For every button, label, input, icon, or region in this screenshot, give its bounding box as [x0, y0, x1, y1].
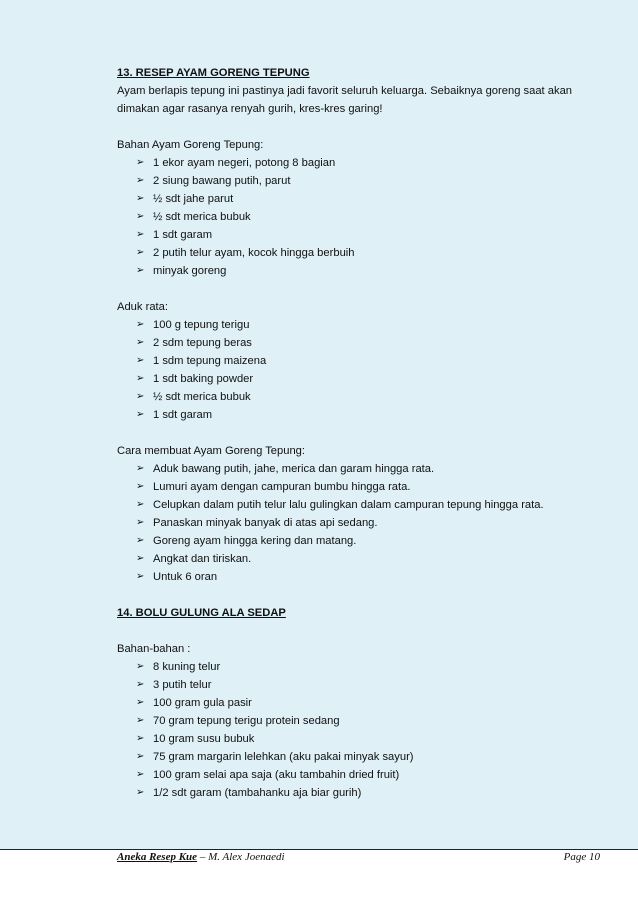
list-item [136, 658, 607, 676]
arrow-bullet-icon: ➢ [136, 715, 145, 726]
list-item-text: 8 kuning telur [153, 661, 221, 673]
list-item-text: 1 sdt baking powder [153, 373, 254, 385]
list-item [136, 406, 607, 424]
recipe-14-ingredients-list [117, 658, 607, 802]
list-item-text: 2 putih telur ayam, kocok hingga berbuih [153, 247, 355, 259]
arrow-bullet-icon: ➢ [136, 409, 145, 420]
list-item [136, 730, 607, 748]
arrow-bullet-icon: ➢ [136, 193, 145, 204]
recipe-13-ingredients-heading: Bahan Ayam Goreng Tepung: [117, 139, 264, 151]
arrow-bullet-icon: ➢ [136, 175, 145, 186]
footer-credit [117, 851, 285, 863]
list-item-text: 10 gram susu bubuk [153, 733, 255, 745]
recipe-13-mix-list [117, 316, 607, 424]
arrow-bullet-icon: ➢ [136, 517, 145, 528]
list-item [136, 532, 607, 550]
list-item-text: Aduk bawang putih, jahe, merica dan garam hingga rata. [153, 463, 435, 475]
list-item [136, 352, 607, 370]
list-item-text: Celupkan dalam putih telur lalu gulingkan dalam campuran tepung hingga rata. [153, 499, 544, 511]
arrow-bullet-icon: ➢ [136, 337, 145, 348]
list-item-text: 100 gram selai apa saja (aku tambahin dried fruit) [153, 769, 400, 781]
list-item-text: 2 siung bawang putih, parut [153, 175, 291, 187]
recipe-13-steps-list [117, 460, 607, 586]
page-number: Page 10 [563, 851, 600, 863]
arrow-bullet-icon: ➢ [136, 571, 145, 582]
list-item-text: 70 gram tepung terigu protein sedang [153, 715, 340, 727]
list-item-text: Goreng ayam hingga kering dan matang. [153, 535, 357, 547]
recipe-14-title: 14. BOLU GULUNG ALA SEDAP [117, 607, 286, 619]
list-item [136, 478, 607, 496]
footer-brand: Aneka Resep Kue [117, 851, 198, 863]
arrow-bullet-icon: ➢ [136, 751, 145, 762]
list-item [136, 316, 607, 334]
list-item-text: 100 gram gula pasir [153, 697, 252, 709]
list-item-text: 1 sdm tepung maizena [153, 355, 267, 367]
list-item-text: 1 sdt garam [153, 229, 213, 241]
list-item [136, 748, 607, 766]
list-item [136, 208, 607, 226]
arrow-bullet-icon: ➢ [136, 679, 145, 690]
list-item [136, 226, 607, 244]
arrow-bullet-icon: ➢ [136, 247, 145, 258]
list-item-text: ½ sdt merica bubuk [153, 391, 251, 403]
list-item-text: Angkat dan tiriskan. [153, 553, 252, 565]
list-item-text: 1 sdt garam [153, 409, 213, 421]
list-item-text: ½ sdt jahe parut [153, 193, 234, 205]
list-item [136, 244, 607, 262]
arrow-bullet-icon: ➢ [136, 499, 145, 510]
list-item [136, 694, 607, 712]
arrow-bullet-icon: ➢ [136, 211, 145, 222]
list-item-text: 3 putih telur [153, 679, 212, 691]
recipe-13-mix-heading: Aduk rata: [117, 301, 168, 313]
arrow-bullet-icon: ➢ [136, 481, 145, 492]
list-item [136, 154, 607, 172]
recipe-13-intro: Ayam berlapis tepung ini pastinya jadi favorit seluruh keluarga. Sebaiknya goreng saat akan dimakan agar rasanya renyah gurih, kres-kres garing! [117, 85, 573, 115]
arrow-bullet-icon: ➢ [136, 733, 145, 744]
arrow-bullet-icon: ➢ [136, 697, 145, 708]
arrow-bullet-icon: ➢ [136, 463, 145, 474]
list-item-text: 1 ekor ayam negeri, potong 8 bagian [153, 157, 336, 169]
list-item [136, 262, 607, 280]
arrow-bullet-icon: ➢ [136, 319, 145, 330]
list-item [136, 712, 607, 730]
list-item [136, 460, 607, 478]
arrow-bullet-icon: ➢ [136, 355, 145, 366]
list-item [136, 388, 607, 406]
list-item [136, 190, 607, 208]
list-item-text: minyak goreng [153, 265, 227, 277]
arrow-bullet-icon: ➢ [136, 535, 145, 546]
list-item [136, 172, 607, 190]
list-item [136, 496, 607, 514]
list-item [136, 784, 607, 802]
arrow-bullet-icon: ➢ [136, 769, 145, 780]
arrow-bullet-icon: ➢ [136, 157, 145, 168]
arrow-bullet-icon: ➢ [136, 553, 145, 564]
list-item-text: ½ sdt merica bubuk [153, 211, 251, 223]
list-item-text: 1/2 sdt garam (tambahanku aja biar gurih) [153, 787, 362, 799]
recipe-13-title: 13. RESEP AYAM GORENG TEPUNG [117, 67, 310, 79]
recipe-14-ingredients-heading: Bahan-bahan : [117, 643, 191, 655]
list-item-text: Untuk 6 oran [153, 571, 218, 583]
list-item [136, 514, 607, 532]
footer-band [0, 850, 638, 903]
list-item-text: 2 sdm tepung beras [153, 337, 252, 349]
recipe-13-steps-heading: Cara membuat Ayam Goreng Tepung: [117, 445, 306, 457]
arrow-bullet-icon: ➢ [136, 373, 145, 384]
list-item [136, 766, 607, 784]
list-item [136, 676, 607, 694]
list-item [136, 568, 607, 586]
list-item-text: Panaskan minyak banyak di atas api sedang. [153, 517, 378, 529]
list-item-text: 75 gram margarin lelehkan (aku pakai minyak sayur) [153, 751, 414, 763]
recipe-13-ingredients-list [117, 154, 607, 280]
list-item [136, 334, 607, 352]
arrow-bullet-icon: ➢ [136, 229, 145, 240]
list-item [136, 370, 607, 388]
arrow-bullet-icon: ➢ [136, 391, 145, 402]
page-content [117, 64, 607, 802]
list-item [136, 550, 607, 568]
list-item-text: 100 g tepung terigu [153, 319, 250, 331]
footer-author: – M. Alex Joenaedi [197, 851, 285, 863]
arrow-bullet-icon: ➢ [136, 265, 145, 276]
arrow-bullet-icon: ➢ [136, 661, 145, 672]
arrow-bullet-icon: ➢ [136, 787, 145, 798]
list-item-text: Lumuri ayam dengan campuran bumbu hingga rata. [153, 481, 411, 493]
